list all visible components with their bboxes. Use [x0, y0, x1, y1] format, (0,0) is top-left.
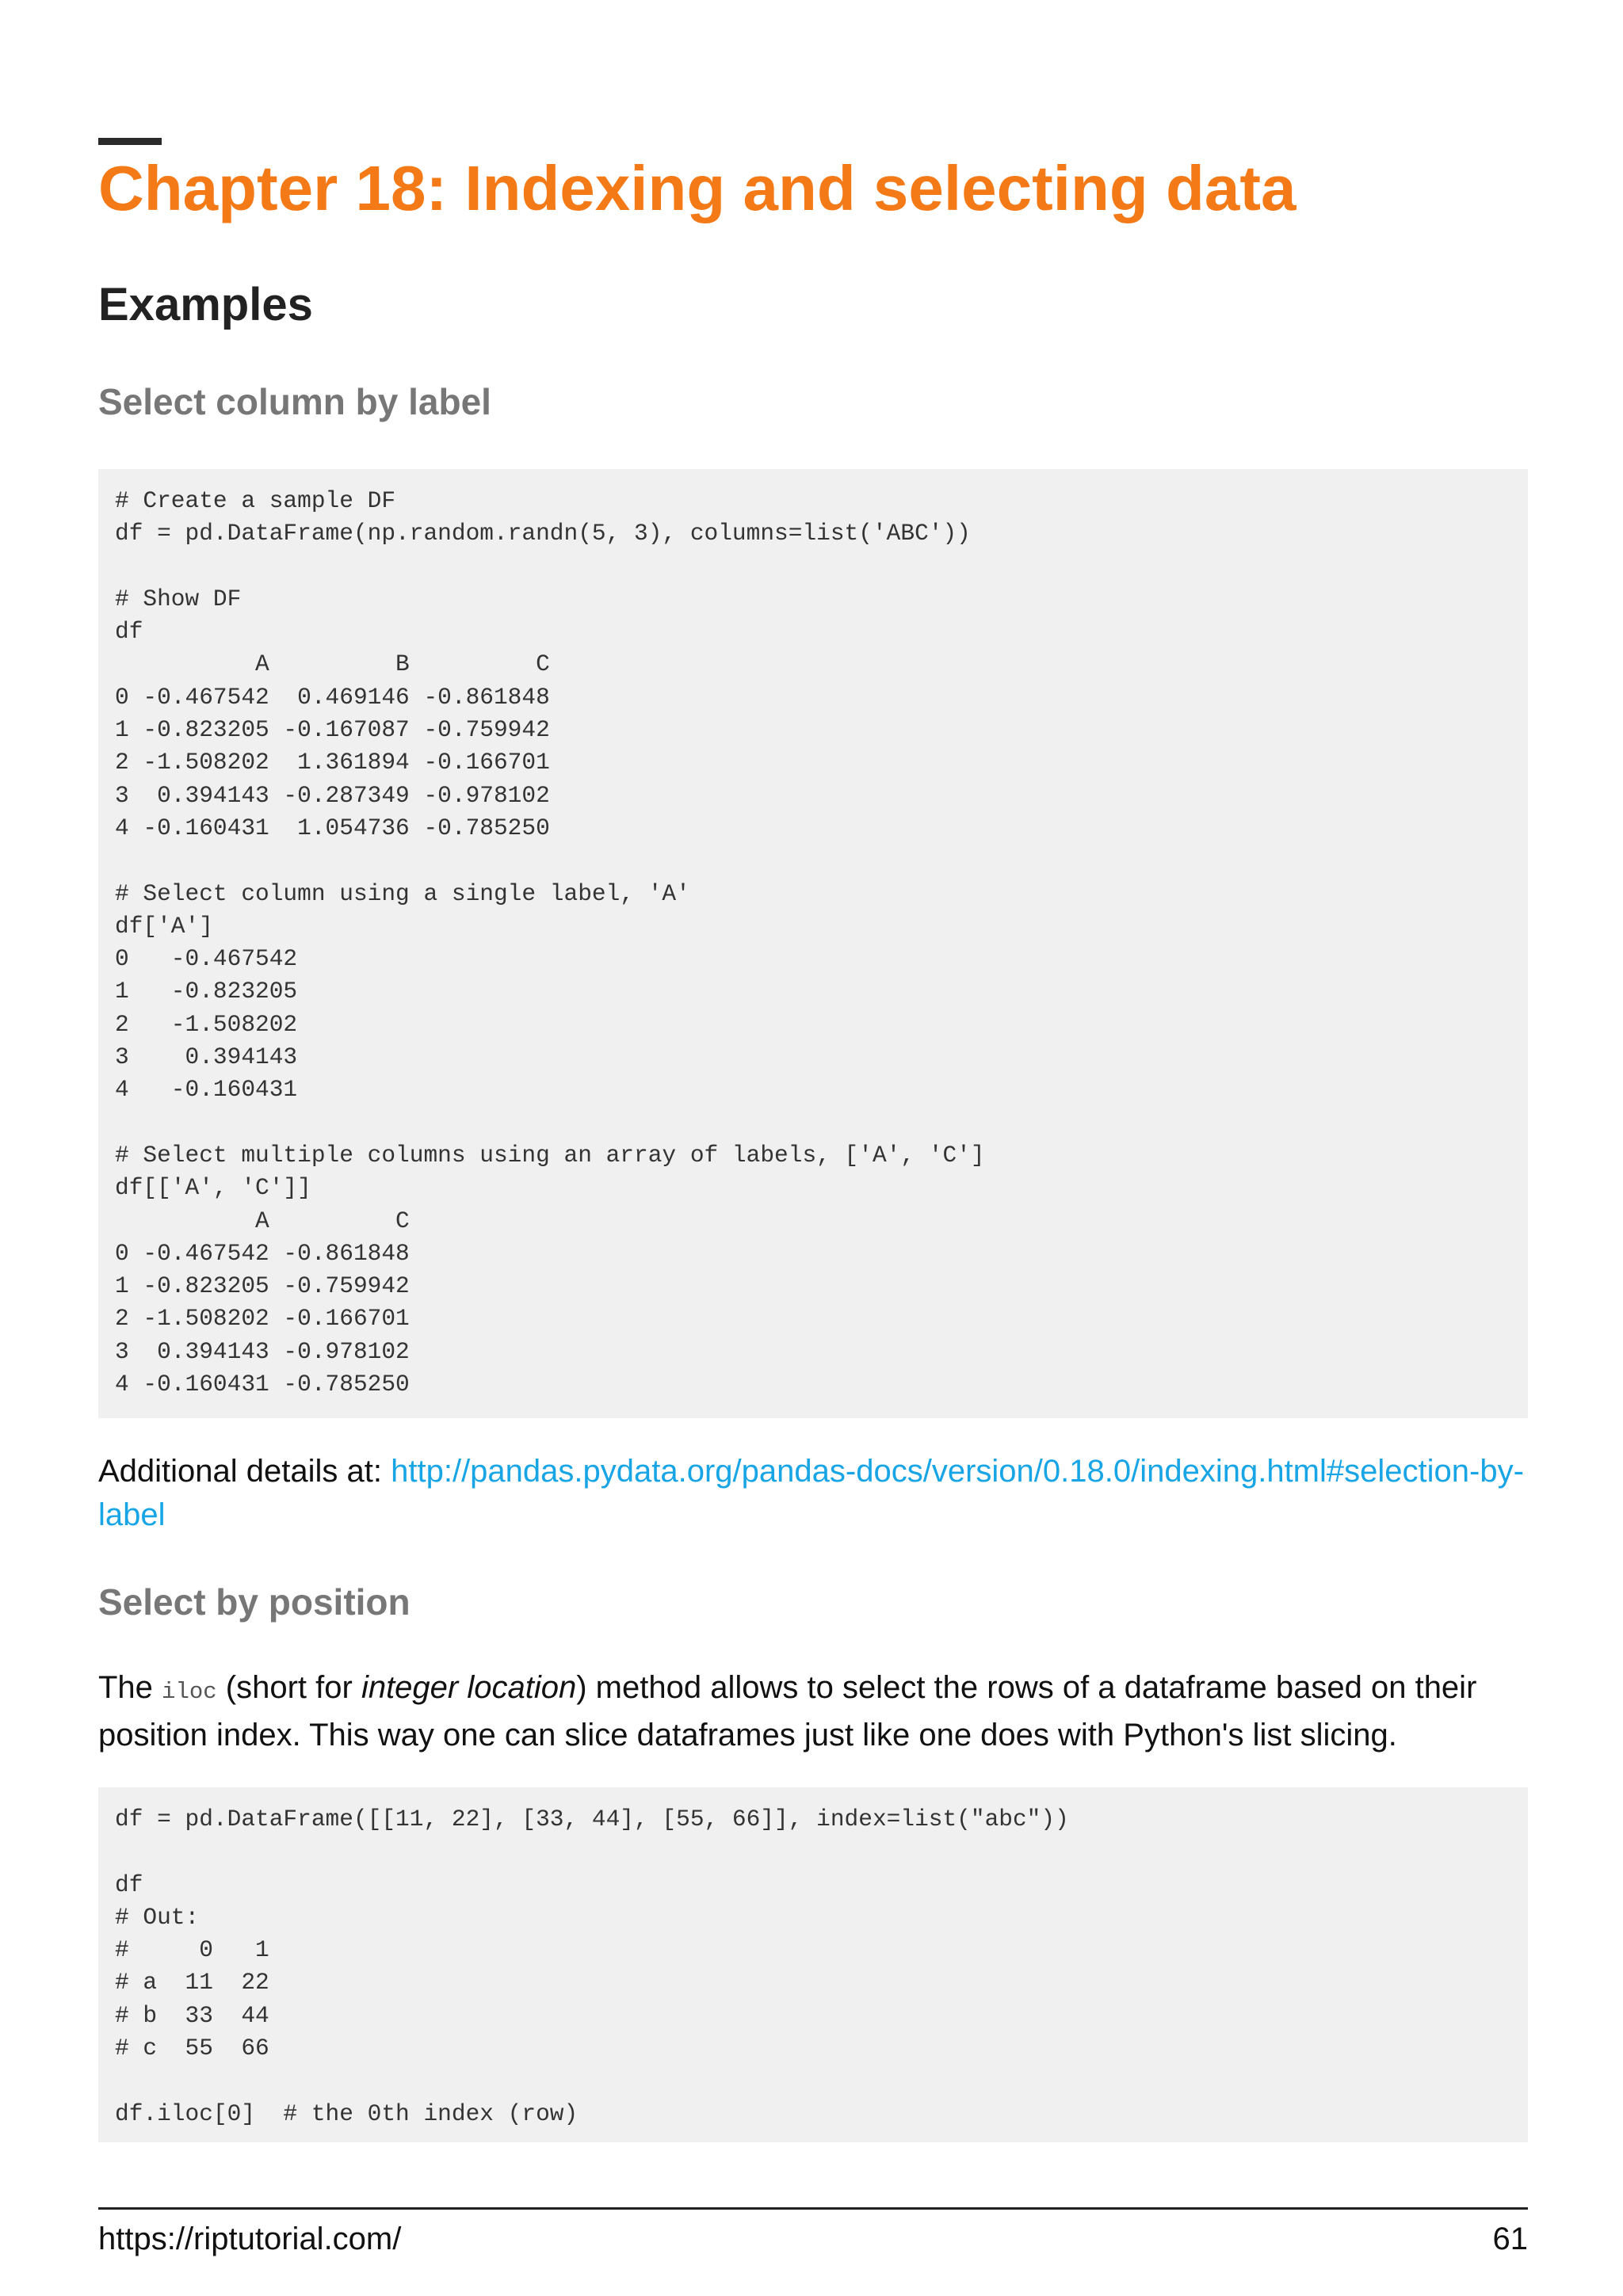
footer-rule: [98, 2207, 1528, 2210]
examples-heading: Examples: [98, 279, 313, 330]
chapter-title: Chapter 18: Indexing and selecting data: [98, 153, 1296, 223]
para-text-3: ) method allows to select the rows of a dataframe based on their position index. This way one can slice dataframes just like one does with Python's list slicing.: [98, 1670, 1477, 1753]
para-italic-text: integer location: [361, 1670, 577, 1705]
code-block-select-column: # Create a sample DF df = pd.DataFrame(np.random.randn(5, 3), columns=list('ABC')) # Show DF df A B C 0 -0.467542 0.469146 -0.861848 1 -0.823205 -0.167087 -0.759942 2 -1.508202 1.361894 -0.166701 3 0.394143 -0.287349 -0.978102 4 -0.160431 1.054736 -0.785250 # Select column using a single label, 'A' df['A'] 0 -0.467542 1 -0.823205 2 -1.508202 3 0.394143 4 -0.160431 # Select multiple columns using an array of labels, ['A', 'C'] df[['A', 'C']] A C 0 -0.467542 -0.861848 1 -0.823205 -0.759942 2 -1.508202 -0.166701 3 0.394143 -0.978102 4 -0.160431 -0.785250: [98, 469, 1528, 1418]
code-block-iloc: df = pd.DataFrame([[11, 22], [33, 44], [55, 66]], index=list("abc")) df # Out: # 0 1 # a 11 22 # b 33 44 # c 55 66 df.iloc[0] # the 0th index (row): [98, 1787, 1528, 2142]
pandas-docs-link[interactable]: http://pandas.pydata.org/pandas-docs/version/0.18.0/indexing.html#selection-by-label: [98, 1454, 1524, 1532]
iloc-description-paragraph: [98, 1666, 1528, 1757]
section-heading-select-column-by-label: Select column by label: [98, 381, 491, 422]
chapter-rule: [98, 138, 162, 145]
additional-details-label: Additional details at:: [98, 1454, 391, 1489]
footer-url: https://riptutorial.com/: [98, 2222, 402, 2256]
page-number: 61: [1492, 2222, 1528, 2256]
iloc-inline-code: iloc: [162, 1679, 217, 1705]
additional-details-paragraph: [98, 1450, 1528, 1537]
para-text-2: (short for: [216, 1670, 361, 1705]
section-heading-select-by-position: Select by position: [98, 1581, 411, 1623]
para-text-1: The: [98, 1670, 162, 1705]
